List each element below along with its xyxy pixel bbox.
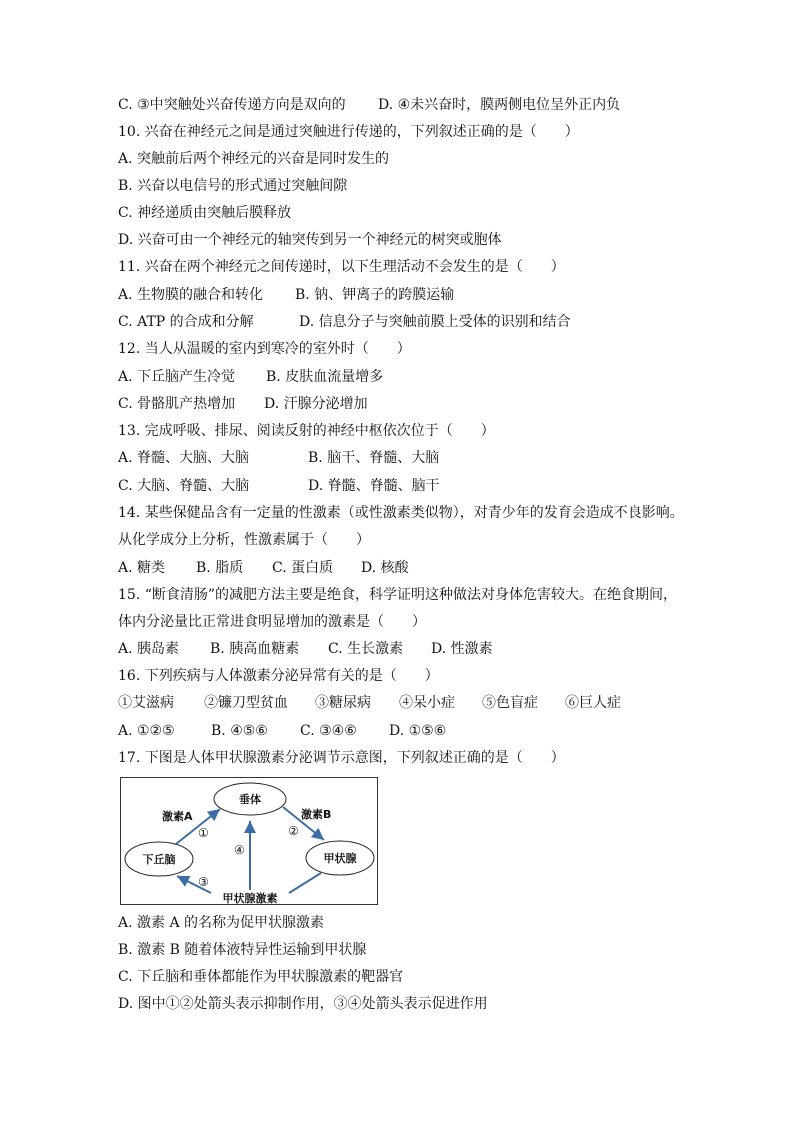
option-text: B. 胰高血糖素 [210, 641, 300, 657]
option-text: D. 脊髓、脊髓、脑干 [308, 478, 440, 494]
thyroid-label: 甲状腺 [323, 852, 357, 865]
question-17-stem: 17. 下图是人体甲状腺激素分泌调节示意图，下列叙述正确的是（ ） [118, 750, 565, 766]
question-13-options-cd [118, 477, 440, 495]
option-text: C. ATP 的合成和分解 [118, 314, 254, 330]
option-text: C. 大脑、脊髓、大脑 [118, 478, 250, 494]
question-13-stem: 13. 完成呼吸、排尿、阅读反射的神经中枢依次位于（ ） [118, 423, 495, 439]
question-16-options [118, 722, 447, 740]
number-3: ③ [198, 875, 209, 889]
item-text: ⑤色盲症 [482, 695, 538, 711]
item-text: ①艾滋病 [118, 695, 174, 711]
option-text: A. 糖类 [118, 560, 166, 576]
hormone-a-label: 激素A [162, 810, 193, 823]
option-text: B. ④⑤⑥ [211, 723, 268, 739]
option-text: D. 核酸 [361, 560, 409, 576]
question-16-stem: 16. 下列疾病与人体激素分泌异常有关的是（ ） [118, 668, 439, 684]
question-10-option-c: C. 神经递质由突触后膜释放 [118, 205, 292, 221]
hypothalamus-label: 下丘脑 [142, 853, 176, 866]
question-15-options [118, 640, 493, 658]
option-text: B. 皮肤血流量增多 [266, 369, 384, 385]
question-14-options [118, 559, 409, 577]
option-text: D. ④未兴奋时，膜两侧电位呈外正内负 [378, 97, 621, 113]
arrow-thyroid-to-hormone [289, 873, 321, 893]
option-text: A. ①②⑤ [118, 723, 175, 739]
question-12-options-cd [118, 395, 368, 413]
pituitary-label: 垂体 [239, 793, 261, 806]
question-11-stem: 11. 兴奋在两个神经元之间传递时，以下生理活动不会发生的是（ ） [118, 259, 565, 275]
item-text: ⑥巨人症 [565, 695, 621, 711]
question-12-stem: 12. 当人从温暖的室内到寒冷的室外时（ ） [118, 341, 411, 357]
option-text: A. 胰岛素 [118, 641, 180, 657]
item-text: ③糖尿病 [315, 695, 371, 711]
item-text: ②镰刀型贫血 [204, 695, 288, 711]
question-17-option-b: B. 激素 B 随着体液特异性运输到甲状腺 [118, 942, 367, 958]
question-14-stem-line-2: 从化学成分上分析，性激素属于（ ） [118, 532, 370, 548]
question-14-stem-line-1: 14. 某些保健品含有一定量的性激素（或性激素类似物），对青少年的发育会造成不良影响。 [118, 505, 684, 521]
question-15-stem-line-1: 15. “断食清肠”的减肥方法主要是绝食，科学证明这种做法对身体危害较大。在绝食期间， [118, 587, 678, 603]
question-17-option-c: C. 下丘脑和垂体都能作为甲状腺激素的靶器官 [118, 969, 404, 985]
number-1: ① [198, 826, 209, 840]
option-text: B. 脂质 [196, 560, 244, 576]
option-text: B. 钠、钾离子的跨膜运输 [295, 287, 455, 303]
question-17-option-d: D. 图中①②处箭头表示抑制作用，③④处箭头表示促进作用 [118, 996, 488, 1012]
question-10-option-b: B. 兴奋以电信号的形式通过突触间隙 [118, 178, 348, 194]
thyroid-hormone-label: 甲状腺激素 [222, 892, 278, 905]
option-text: C. ③④⑥ [300, 723, 357, 739]
item-text: ④呆小症 [399, 695, 455, 711]
option-text: A. 下丘脑产生冷觉 [118, 369, 236, 385]
question-10-option-a: A. 突触前后两个神经元的兴奋是同时发生的 [118, 151, 390, 167]
question-10-option-d: D. 兴奋可由一个神经元的轴突传到另一个神经元的树突或胞体 [118, 232, 502, 248]
option-text: A. 脊髓、大脑、大脑 [118, 450, 250, 466]
question-13-options-ab [118, 449, 440, 467]
question-10-stem: 10. 兴奋在神经元之间是通过突触进行传递的，下列叙述正确的是（ ） [118, 124, 579, 140]
option-text: C. 蛋白质 [272, 560, 334, 576]
question-12-options-ab [118, 368, 384, 386]
option-text: D. 性激素 [431, 641, 493, 657]
option-text: D. 汗腺分泌增加 [264, 396, 368, 412]
number-4: ④ [234, 843, 245, 857]
hormone-b-label: 激素B [301, 808, 332, 821]
number-2: ② [288, 824, 299, 838]
question-11-options-cd [118, 313, 571, 331]
option-text: A. 生物膜的融合和转化 [118, 287, 264, 303]
option-text: D. 信息分子与突触前膜上受体的识别和结合 [299, 314, 571, 330]
option-text: C. ③中突触处兴奋传递方向是双向的 [118, 97, 346, 113]
option-text: D. ①⑤⑥ [389, 723, 447, 739]
option-text: C. 骨骼肌产热增加 [118, 396, 236, 412]
question-15-stem-line-2: 体内分泌量比正常进食明显增加的激素是（ ） [118, 614, 426, 630]
question-9-options-cd [118, 96, 621, 114]
option-text: C. 生长激素 [328, 641, 404, 657]
question-17-option-a: A. 激素 A 的名称为促甲状腺激素 [118, 915, 325, 931]
question-11-options-ab [118, 286, 455, 304]
option-text: B. 脑干、脊髓、大脑 [308, 450, 440, 466]
question-16-items [118, 694, 621, 712]
thyroid-regulation-diagram [120, 777, 378, 905]
diagram-svg [121, 778, 379, 906]
